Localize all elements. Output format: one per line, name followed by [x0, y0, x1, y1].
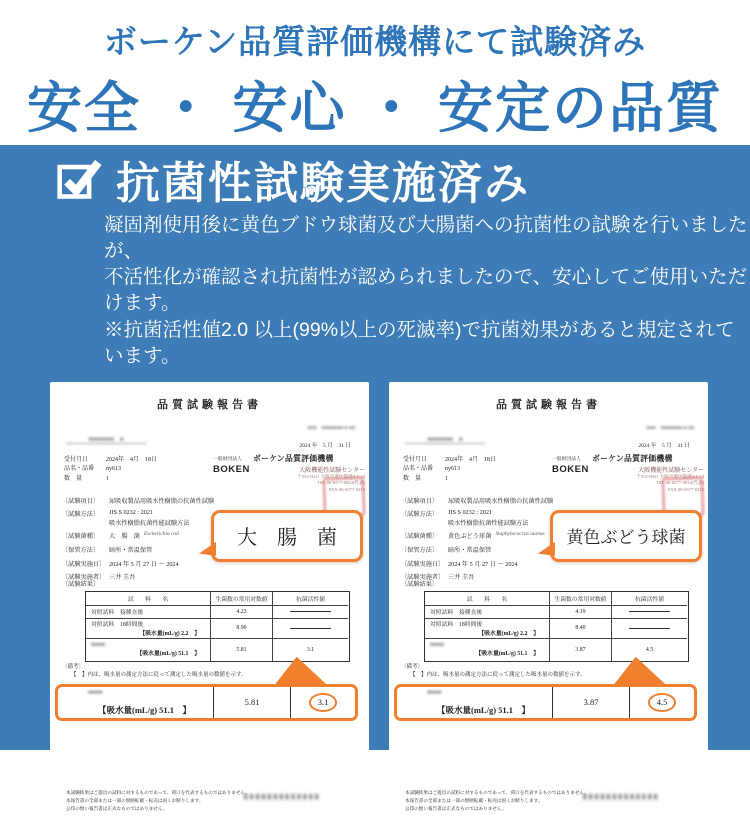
row-label: 〔試験項目〕 [62, 497, 100, 505]
redacted-code: ▮▮▮▮▮▮▮▮▮▮▮▮▮ [243, 791, 320, 802]
row-label: 〔試験方法〕 [401, 511, 439, 519]
no-value-dash [290, 628, 331, 629]
no-value-dash [629, 628, 670, 629]
description-line: 凝固剤使用後に黄色ブドウ球菌及び大腸菌への抗菌性の試験を行いましたが、 [104, 214, 748, 263]
table-row-name: 対照試料 18時間後 【吸水量(mL/g) 2.2 】 [425, 618, 549, 638]
col-header: 生菌数の常用対数値 [210, 592, 272, 605]
callout-text: 黄色ぶどう球菌 [566, 528, 686, 548]
magnified-log-value: 3.87 [552, 687, 629, 718]
table-cell-log: 8.90 [210, 618, 272, 638]
report-disclaimer [405, 789, 589, 813]
org-association: 一般財団法人 [552, 456, 581, 462]
no-value-dash [290, 611, 331, 612]
field-value: 2024年 4月 18日 [106, 456, 158, 463]
table-row-name: 対照試料 18時間後 【吸水量(mL/g) 2.2 】 [86, 618, 210, 638]
antibacterial-section [0, 145, 750, 811]
section-heading-row [0, 153, 750, 208]
receipt-fields [403, 456, 496, 485]
field-value: 1 [445, 475, 448, 482]
remarks-label: 〔備考〕 [401, 663, 424, 670]
highlighted-activity-value: 4.5 [648, 693, 677, 712]
row-label: 〔試験菌種〕 [62, 533, 100, 541]
field-row [64, 456, 157, 466]
remarks [401, 663, 586, 680]
org-fax: FAX 06-6577-0215 [667, 487, 704, 493]
table-cell-log: 3.87 [549, 638, 611, 661]
field-value: 1 [106, 475, 109, 482]
description-line: ※抗菌活性値2.0 以上(99%以上の死滅率)で抗菌効果があると規定されています。 [104, 318, 735, 367]
absorption-value: 【吸水量(mL/g) 51.1 】 [437, 704, 531, 715]
page-title: 安全 ・ 安心 ・ 安定の品質 [26, 77, 724, 139]
boken-logo: BOKEN [552, 463, 589, 475]
table-row-name: 対照試料 接種直後 [425, 605, 549, 618]
bacteria-callout [550, 510, 702, 562]
row-value: 三井 圭吾 [109, 574, 136, 582]
table-cell-log: 5.81 [210, 638, 272, 661]
field-value: ny613 [445, 466, 460, 473]
redacted-sample-id: ■■■■ [88, 689, 103, 696]
disclaimer-line: 公印の無い報告書は正式なものではありません。 [405, 805, 507, 811]
field-row [64, 475, 157, 485]
receipt-fields [64, 456, 157, 485]
redacted-client-name: ■■■■■■■ ■ [405, 434, 485, 444]
redacted-sample-id: ■■■■ [91, 642, 106, 649]
magnified-result-row [55, 684, 358, 721]
species-latin: Escherichia coli [143, 531, 180, 538]
redacted-client-name: ■■■■■■■ ■ [66, 434, 146, 444]
boken-org-block [213, 453, 365, 494]
report-date: 2024 年 5 月 31 日 [299, 442, 351, 449]
field-row [403, 456, 496, 466]
table-cell-log: 8.40 [549, 618, 611, 638]
table-cell-activity: 3.1 [272, 638, 348, 661]
field-row [403, 465, 496, 475]
header-subtitle: ボーケン品質評価機構にて試験済み [103, 23, 647, 60]
field-label: 品名・品番 [403, 466, 434, 473]
col-header: 試 料 名 [127, 596, 169, 603]
disclaimer-line: 本報告書の全部または一部の無断転載・転売は固くお断りします。 [66, 797, 204, 803]
remarks [62, 663, 247, 680]
highlighted-activity-value: 3.1 [309, 693, 338, 712]
field-value: 2024年 4月 18日 [445, 456, 497, 463]
report-date: 2024 年 5 月 31 日 [638, 442, 690, 449]
disclaimer-line: 公印の無い報告書は正式なものではありません。 [66, 805, 168, 811]
row-value: 尿吸収製品用吸水性樹脂の抗菌性試験 [109, 497, 215, 505]
callout-text: 大 腸 菌 [237, 527, 337, 550]
col-header: 試 料 名 [466, 596, 508, 603]
magnified-log-value: 5.81 [213, 687, 290, 718]
bacteria-callout [211, 510, 363, 562]
row-label: 〔試験実施者〕 [62, 574, 106, 582]
row-label: 〔試験実施日〕 [62, 560, 106, 568]
row-value: JIS S 0232 : 2021 [448, 509, 493, 517]
result-table [85, 591, 350, 662]
report-title: 品質試験報告書 [157, 398, 262, 411]
field-value: ny613 [106, 466, 121, 473]
result-label: 〔試験結果〕 [401, 580, 439, 588]
disclaimer-line: 本試験結果はご提出の試料に対するものであって、荷口を代表するものではありません。 [66, 789, 250, 795]
field-row [64, 465, 157, 475]
disclaimer-line: 本試験結果はご提出の試料に対するものであって、荷口を代表するものではありません。 [405, 789, 589, 795]
org-center: 大阪機能性試験センター [299, 467, 365, 474]
row-label: 〔保管方法〕 [401, 547, 439, 555]
checkbox-check-icon [56, 156, 102, 202]
result-label: 〔試験結果〕 [62, 580, 100, 588]
boken-org-block [552, 453, 704, 494]
row-label: 〔保管方法〕 [62, 547, 100, 555]
table-row-name: ■■■■ 【吸水量(mL/g) 51.1 】 [86, 638, 210, 661]
species-latin: Staphylococcus aureus [495, 531, 545, 538]
test-report-images [0, 369, 750, 830]
disclaimer-line: 本報告書の全部または一部の無断転載・転売は固くお断りします。 [405, 797, 543, 803]
redacted-report-number: ■■■ ■■■■■■■-■-■■ [646, 425, 694, 431]
row-label: 〔試験実施日〕 [401, 560, 445, 568]
remarks-text: 【 】内は、吸水量の測定方法に従って測定した吸水量の数値を示す。 [410, 672, 586, 679]
test-report-ecoli [50, 382, 369, 830]
test-report-staph [389, 382, 708, 830]
field-label: 数 量 [403, 475, 422, 482]
col-header: 抗菌活性値 [272, 592, 348, 605]
col-header: 生菌数の常用対数値 [549, 592, 611, 605]
row-value: 暗所・常温保管 [448, 547, 492, 555]
table-row-name: ■■■■ 【吸水量(mL/g) 51.1 】 [425, 638, 549, 661]
table-cell-activity [272, 618, 348, 638]
row-value: 吸水性樹脂抗菌性能試験方法 [448, 519, 529, 527]
magnified-result-row [394, 684, 697, 721]
table-row-name: 対照試料 接種直後 [86, 605, 210, 618]
row-label: 〔試験菌種〕 [401, 533, 439, 541]
report-disclaimer [66, 789, 250, 813]
table-cell-activity [611, 605, 687, 618]
org-fax: FAX 06-6577-0215 [328, 487, 365, 493]
col-header: 抗菌活性値 [611, 592, 687, 605]
org-address: 〒552-0021 大阪市港区築港4-1-24 [636, 473, 704, 479]
table-cell-activity: 4.5 [611, 638, 687, 661]
row-value: 尿吸収製品用吸水性樹脂の抗菌性試験 [448, 497, 554, 505]
row-label: 〔試験方法〕 [62, 511, 100, 519]
row-value: JIS S 0232 : 2021 [109, 509, 154, 517]
table-cell-activity [611, 618, 687, 638]
result-table [424, 591, 689, 662]
field-row [403, 475, 496, 485]
table-cell-log: 4.19 [549, 605, 611, 618]
species-name: 黄色ぶどう球菌 [448, 533, 492, 541]
field-label: 受付月日 [64, 456, 89, 463]
redacted-report-number: ■■■ ■■■■■■■-■-■■ [307, 425, 355, 431]
row-value: 吸水性樹脂抗菌性能試験方法 [109, 519, 190, 527]
remarks-label: 〔備考〕 [62, 663, 85, 670]
header [0, 0, 750, 145]
redacted-code: ▮▮▮▮▮▮▮▮▮▮▮▮▮ [582, 791, 659, 802]
boken-logo: BOKEN [213, 463, 250, 475]
row-value: 三井 圭吾 [448, 574, 475, 582]
org-association: 一般財団法人 [213, 456, 242, 462]
row-label: 〔試験項目〕 [401, 497, 439, 505]
org-tel: TEL 06-6577-0034(代表) [317, 480, 365, 486]
org-name: ボーケン品質評価機構 [253, 453, 334, 463]
redacted-sample-id: ■■■■ [427, 689, 442, 696]
row-value: 暗所・常温保管 [109, 547, 153, 555]
org-center: 大阪機能性試験センター [638, 467, 704, 474]
species-name: 大 腸 菌 [109, 533, 140, 541]
remarks-text: 【 】内は、吸水量の測定方法に従って測定した吸水量の数値を示す。 [71, 672, 247, 679]
field-label: 数 量 [64, 475, 83, 482]
row-label: 〔試験実施者〕 [401, 574, 445, 582]
row-value: 2024 年 5 月 27 日 ～ 2024 [448, 560, 518, 568]
section-heading: 抗菌性試験実施済み [116, 159, 530, 208]
redacted-sample-id: ■■■■ [430, 642, 445, 649]
field-label: 受付月日 [403, 456, 428, 463]
description-line: 不活性化が確認され抗菌性が認められましたので、安心してご使用いただけます。 [104, 266, 748, 315]
absorption-value: 【吸水量(mL/g) 51.1 】 [98, 704, 192, 715]
org-tel: TEL 06-6577-0034(代表) [656, 480, 704, 486]
table-cell-log: 4.23 [210, 605, 272, 618]
row-value: 2024 年 5 月 27 日 ～ 2024 [109, 560, 179, 568]
no-value-dash [629, 611, 670, 612]
org-address: 〒552-0021 大阪市港区築港4-1-24 [297, 473, 365, 479]
field-label: 品名・品番 [64, 466, 95, 473]
report-title: 品質試験報告書 [496, 398, 601, 411]
table-cell-activity [272, 605, 348, 618]
section-description [0, 212, 750, 369]
org-name: ボーケン品質評価機構 [592, 453, 673, 463]
